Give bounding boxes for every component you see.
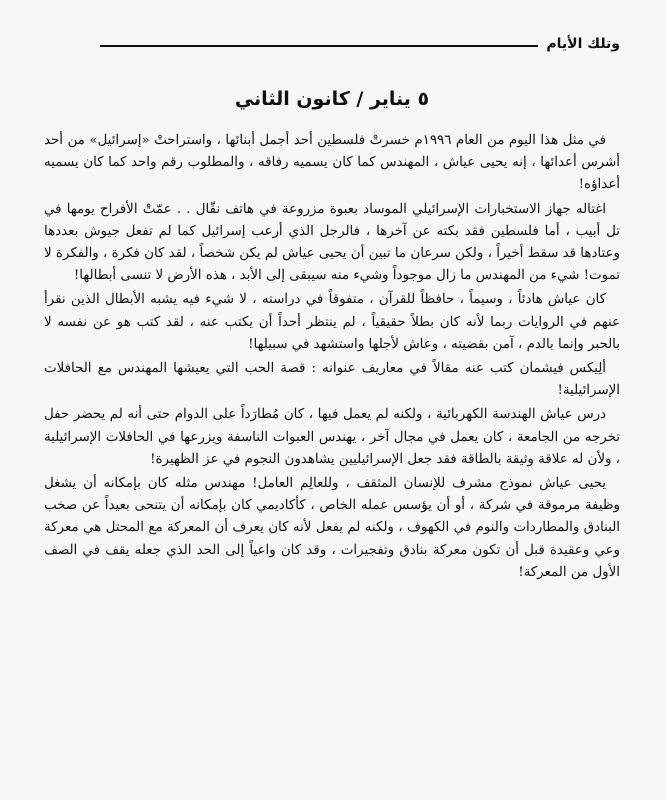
body-text	[44, 130, 620, 586]
paragraph: ألِيكس فيشمان كتب عنه مقالاً في معاريف عنوانه : قصة الحب التي يعيشها المهندس مع الحافلات الإسرائيلية!	[44, 361, 620, 399]
book-title: وتلك الأيام	[546, 36, 620, 52]
paragraph: اغتاله جهاز الاستخبارات الإسرائيلي الموساد بعبوة مزروعة في هاتف نقّال . . عمّتْ الأفراح يومها في تل أبيب ، أما فلسطين فقد بكته عن آخرها ، فالرجل الذي أرعب إسرائيل كما لم تفعل جيوش بعددها وعتادها قد سقط أخيراً ، ولكن سرعان ما تبين أن يحيى عياش لم يكن شخصاً ، لقد كان فكرة ، والفكرة لا تموت! شيء من المهندس ما زال موجوداً وشيء منه سيبقى إلى الأبد ، هذه الأرض لا تنسى أبطالها!	[44, 201, 620, 284]
running-header	[100, 36, 620, 52]
paragraph: في مثل هذا اليوم من العام ١٩٩٦م خسرتْ فلسطين أحد أجمل أبنائها ، واستراحتْ «إسرائيل» من أحد أشرس أعدائها ، إنه يحيى عياش ، المهندس كما كان يسميه رفاقه ، والمطلوب رقم واحد كما كان يسميه أعداؤه!	[44, 133, 620, 193]
header-rule	[100, 45, 538, 47]
paragraph: كان عياش هادئاً ، وسيماً ، حافظاً للقرآن ، متفوقاً في دراسته ، لا شيء فيه يشبه الأبطال الذين نقرأ عنهم في الروايات ربما لأنه كان بطلاً حقيقياً ، لم ينتظر أحداً أن يكتب عنه ، لقد كتب هو عن نفسه لا بالحبر وإنما بالدم ، آمن بقضيته ، وعاش لأجلها واستشهد في سبيلها!	[44, 292, 620, 352]
paragraph: يحيى عياش نموذج مشرف للإنسان المثقف ، وللعالِم العامل! مهندس مثله كان بإمكانه أن يشغل وظيفة مرموقة في شركة ، أو أن يؤسس عمله الخاص ، كأكاديمي كان بإمكانه أن يتنحى بعيداً عن صخب البنادق والمطاردات والنوم في الكهوف ، ولكنه لم يفعل لأنه كان يعرف أن المعركة مع المحتل هي معركة وعي وعقيدة قبل أن تكون معركة بنادق وتفجيرات ، وقد كان واعياً إلى الحد الذي جعله يقف في الصف الأول من المعركة!	[44, 476, 620, 580]
chapter-title: ٥ يناير / كانون الثاني	[234, 88, 430, 110]
paragraph: درس عياش الهندسة الكهربائية ، ولكنه لم يعمل فيها ، كان مُطارَداً على الدوام حتى أنه لم يحضر حفل تخرجه من الجامعة ، كان يعمل في مجال آخر ، يهندس العبوات الناسفة ويزرعها في الحافلات الإسرائيلية ، ولأن له علاقة وثيقة بالطاقة فقد جعل الإسرائيليين يشاهدون النجوم في عز الظهيرة!	[44, 407, 620, 467]
